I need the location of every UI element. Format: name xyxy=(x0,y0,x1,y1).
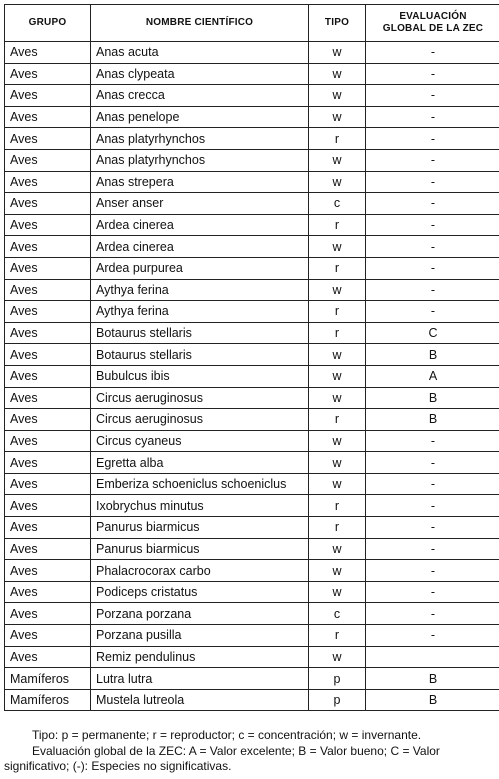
cell-grupo: Aves xyxy=(5,344,91,366)
cell-tipo: r xyxy=(309,128,366,150)
cell-nombre-cientifico: Anas crecca xyxy=(91,85,309,107)
header-tipo: TIPO xyxy=(309,5,366,42)
cell-grupo: Aves xyxy=(5,322,91,344)
cell-grupo: Aves xyxy=(5,236,91,258)
cell-tipo: r xyxy=(309,214,366,236)
table-row xyxy=(5,322,499,344)
cell-tipo: w xyxy=(309,365,366,387)
cell-grupo: Mamíferos xyxy=(5,668,91,690)
header-evaluacion xyxy=(366,5,499,42)
cell-nombre-cientifico: Circus cyaneus xyxy=(91,430,309,452)
cell-evaluacion: - xyxy=(366,128,499,150)
header-grupo: GRUPO xyxy=(5,5,91,42)
table-row xyxy=(5,257,499,279)
cell-grupo: Aves xyxy=(5,387,91,409)
cell-grupo: Aves xyxy=(5,517,91,539)
cell-evaluacion: - xyxy=(366,149,499,171)
cell-nombre-cientifico: Anas strepera xyxy=(91,171,309,193)
table-row xyxy=(5,387,499,409)
table-row xyxy=(5,279,499,301)
cell-grupo: Aves xyxy=(5,193,91,215)
cell-evaluacion: B xyxy=(366,689,499,711)
table-body xyxy=(5,42,499,711)
cell-grupo: Aves xyxy=(5,149,91,171)
cell-nombre-cientifico: Lutra lutra xyxy=(91,668,309,690)
cell-nombre-cientifico: Panurus biarmicus xyxy=(91,538,309,560)
cell-grupo: Aves xyxy=(5,495,91,517)
header-evaluacion-line2: GLOBAL DE LA ZEC xyxy=(382,23,484,34)
cell-tipo: r xyxy=(309,625,366,647)
cell-tipo: r xyxy=(309,301,366,323)
table-row xyxy=(5,171,499,193)
cell-nombre-cientifico: Anas penelope xyxy=(91,106,309,128)
table-row xyxy=(5,409,499,431)
cell-grupo: Aves xyxy=(5,646,91,668)
table-notes xyxy=(4,728,499,775)
note-tipo: Tipo: p = permanente; r = reproductor; c = concentración; w = invernante. xyxy=(32,728,422,742)
cell-evaluacion: - xyxy=(366,42,499,64)
table-row xyxy=(5,581,499,603)
cell-tipo: w xyxy=(309,473,366,495)
cell-evaluacion: - xyxy=(366,517,499,539)
table-row xyxy=(5,625,499,647)
cell-tipo: w xyxy=(309,344,366,366)
table-row xyxy=(5,603,499,625)
cell-nombre-cientifico: Mustela lutreola xyxy=(91,689,309,711)
cell-evaluacion: - xyxy=(366,560,499,582)
table-row xyxy=(5,106,499,128)
table-row xyxy=(5,689,499,711)
table-row xyxy=(5,430,499,452)
cell-nombre-cientifico: Remiz pendulinus xyxy=(91,646,309,668)
note-evaluacion: Evaluación global de la ZEC: A = Valor excelente; B = Valor bueno; C = Valor xyxy=(32,743,440,758)
cell-evaluacion: B xyxy=(366,668,499,690)
cell-evaluacion: B xyxy=(366,344,499,366)
cell-evaluacion: - xyxy=(366,625,499,647)
cell-evaluacion: - xyxy=(366,495,499,517)
table-row xyxy=(5,42,499,64)
cell-grupo: Aves xyxy=(5,279,91,301)
cell-grupo: Aves xyxy=(5,128,91,150)
cell-nombre-cientifico: Anser anser xyxy=(91,193,309,215)
cell-grupo: Aves xyxy=(5,625,91,647)
table-row xyxy=(5,63,499,85)
cell-nombre-cientifico: Anas platyrhynchos xyxy=(91,149,309,171)
cell-tipo: w xyxy=(309,236,366,258)
cell-tipo: w xyxy=(309,581,366,603)
note-significativo: significativo; (-): Especies no significativas. xyxy=(4,759,232,773)
species-table xyxy=(4,4,499,711)
cell-grupo: Aves xyxy=(5,538,91,560)
cell-evaluacion: - xyxy=(366,538,499,560)
cell-evaluacion: A xyxy=(366,365,499,387)
cell-nombre-cientifico: Ardea cinerea xyxy=(91,236,309,258)
cell-nombre-cientifico: Circus aeruginosus xyxy=(91,387,309,409)
table-header-row xyxy=(5,5,499,42)
cell-grupo: Aves xyxy=(5,409,91,431)
table-row xyxy=(5,473,499,495)
cell-tipo: w xyxy=(309,279,366,301)
cell-nombre-cientifico: Botaurus stellaris xyxy=(91,322,309,344)
cell-grupo: Aves xyxy=(5,85,91,107)
cell-grupo: Aves xyxy=(5,452,91,474)
cell-tipo: p xyxy=(309,689,366,711)
cell-evaluacion: - xyxy=(366,473,499,495)
cell-tipo: r xyxy=(309,257,366,279)
cell-tipo: w xyxy=(309,387,366,409)
cell-nombre-cientifico: Ixobrychus minutus xyxy=(91,495,309,517)
cell-evaluacion: B xyxy=(366,409,499,431)
cell-grupo: Aves xyxy=(5,171,91,193)
species-table-container xyxy=(4,4,499,711)
cell-tipo: r xyxy=(309,322,366,344)
cell-evaluacion: - xyxy=(366,85,499,107)
cell-evaluacion: - xyxy=(366,171,499,193)
cell-nombre-cientifico: Circus aeruginosus xyxy=(91,409,309,431)
cell-nombre-cientifico: Panurus biarmicus xyxy=(91,517,309,539)
cell-evaluacion: - xyxy=(366,581,499,603)
cell-evaluacion: - xyxy=(366,214,499,236)
cell-evaluacion: - xyxy=(366,430,499,452)
cell-tipo: w xyxy=(309,63,366,85)
cell-evaluacion xyxy=(366,646,499,668)
table-row xyxy=(5,495,499,517)
cell-tipo: p xyxy=(309,668,366,690)
cell-tipo: r xyxy=(309,409,366,431)
header-nombre-cientifico: NOMBRE CIENTÍFICO xyxy=(91,5,309,42)
cell-tipo: r xyxy=(309,517,366,539)
table-row xyxy=(5,236,499,258)
cell-tipo: c xyxy=(309,603,366,625)
cell-grupo: Aves xyxy=(5,603,91,625)
cell-nombre-cientifico: Anas platyrhynchos xyxy=(91,128,309,150)
table-row xyxy=(5,128,499,150)
cell-evaluacion: - xyxy=(366,257,499,279)
cell-evaluacion: B xyxy=(366,387,499,409)
table-row xyxy=(5,301,499,323)
cell-grupo: Aves xyxy=(5,257,91,279)
cell-grupo: Aves xyxy=(5,473,91,495)
cell-evaluacion: - xyxy=(366,236,499,258)
cell-tipo: w xyxy=(309,646,366,668)
cell-grupo: Mamíferos xyxy=(5,689,91,711)
cell-evaluacion: - xyxy=(366,603,499,625)
cell-nombre-cientifico: Ardea cinerea xyxy=(91,214,309,236)
cell-grupo: Aves xyxy=(5,430,91,452)
cell-tipo: r xyxy=(309,495,366,517)
table-row xyxy=(5,517,499,539)
cell-nombre-cientifico: Anas clypeata xyxy=(91,63,309,85)
cell-grupo: Aves xyxy=(5,365,91,387)
table-row xyxy=(5,149,499,171)
cell-tipo: w xyxy=(309,452,366,474)
cell-tipo: w xyxy=(309,560,366,582)
cell-tipo: w xyxy=(309,85,366,107)
table-row xyxy=(5,344,499,366)
cell-nombre-cientifico: Bubulcus ibis xyxy=(91,365,309,387)
table-row xyxy=(5,538,499,560)
cell-nombre-cientifico: Anas acuta xyxy=(91,42,309,64)
table-row xyxy=(5,560,499,582)
table-row xyxy=(5,85,499,107)
table-row xyxy=(5,214,499,236)
cell-nombre-cientifico: Emberiza schoeniclus schoeniclus xyxy=(91,473,309,495)
cell-evaluacion: - xyxy=(366,301,499,323)
cell-tipo: w xyxy=(309,42,366,64)
cell-tipo: c xyxy=(309,193,366,215)
cell-nombre-cientifico: Egretta alba xyxy=(91,452,309,474)
cell-nombre-cientifico: Ardea purpurea xyxy=(91,257,309,279)
cell-nombre-cientifico: Aythya ferina xyxy=(91,279,309,301)
cell-evaluacion: - xyxy=(366,193,499,215)
cell-tipo: w xyxy=(309,430,366,452)
cell-nombre-cientifico: Botaurus stellaris xyxy=(91,344,309,366)
table-row xyxy=(5,365,499,387)
cell-grupo: Aves xyxy=(5,106,91,128)
cell-nombre-cientifico: Aythya ferina xyxy=(91,301,309,323)
table-row xyxy=(5,452,499,474)
table-row xyxy=(5,193,499,215)
cell-nombre-cientifico: Porzana porzana xyxy=(91,603,309,625)
table-row xyxy=(5,646,499,668)
cell-grupo: Aves xyxy=(5,581,91,603)
cell-evaluacion: - xyxy=(366,106,499,128)
cell-grupo: Aves xyxy=(5,63,91,85)
cell-tipo: w xyxy=(309,106,366,128)
cell-grupo: Aves xyxy=(5,301,91,323)
table-row xyxy=(5,668,499,690)
cell-grupo: Aves xyxy=(5,214,91,236)
cell-evaluacion: - xyxy=(366,63,499,85)
cell-nombre-cientifico: Phalacrocorax carbo xyxy=(91,560,309,582)
cell-nombre-cientifico: Podiceps cristatus xyxy=(91,581,309,603)
cell-tipo: w xyxy=(309,149,366,171)
cell-evaluacion: - xyxy=(366,279,499,301)
cell-evaluacion: C xyxy=(366,322,499,344)
cell-evaluacion: - xyxy=(366,452,499,474)
cell-tipo: w xyxy=(309,538,366,560)
cell-grupo: Aves xyxy=(5,42,91,64)
header-evaluacion-line1: EVALUACIÓN xyxy=(399,11,467,22)
cell-nombre-cientifico: Porzana pusilla xyxy=(91,625,309,647)
cell-tipo: w xyxy=(309,171,366,193)
cell-grupo: Aves xyxy=(5,560,91,582)
